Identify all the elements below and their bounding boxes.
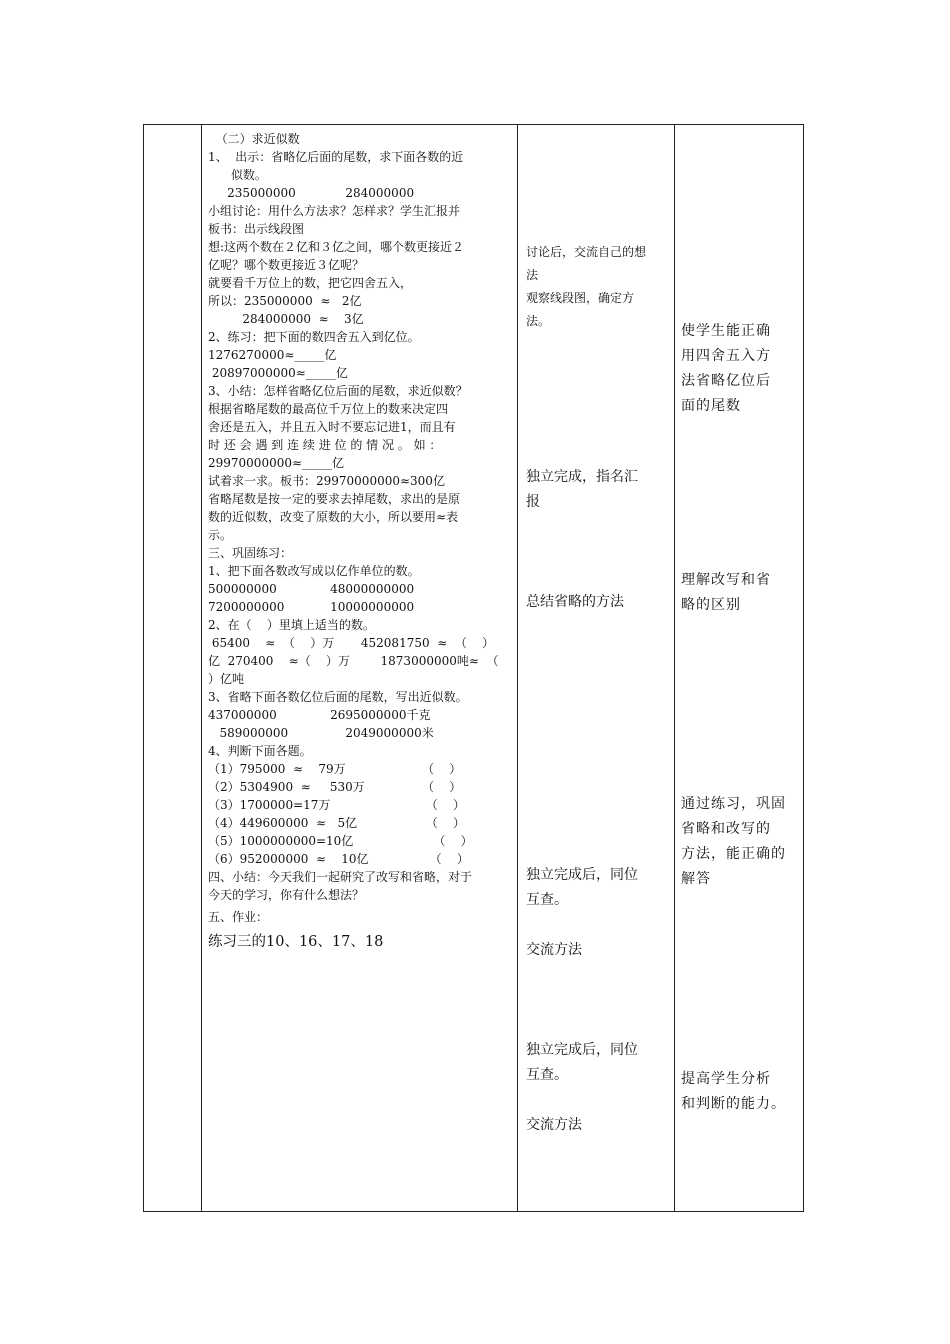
- text-line: 所以：235000000 ≈ 2亿: [208, 294, 362, 308]
- text-line: 独立完成，指名汇: [526, 469, 638, 485]
- text-line: 65400 ≈ （ ）万 452081750 ≈ （ ）: [208, 636, 495, 650]
- text-line: 1、 出示：省略亿后面的尾数，求下面各数的近: [208, 150, 464, 164]
- text-line: 500000000 48000000000: [208, 582, 415, 596]
- text-line: 20897000000≈_____亿: [208, 366, 348, 380]
- text-line: 法: [526, 268, 539, 282]
- text-line: 省略和改写的: [681, 821, 771, 837]
- intent-block-2: [681, 568, 799, 618]
- text-line: （4）449600000 ≈ 5亿 （ ）: [208, 816, 466, 830]
- text-line: （5）1000000000=10亿 （ ）: [208, 834, 473, 848]
- text-line: 三、巩固练习：: [208, 546, 293, 560]
- text-line: 独立完成后，同位: [526, 867, 638, 883]
- text-line: 互查。: [526, 1067, 568, 1083]
- text-line: 235000000 284000000: [208, 186, 415, 200]
- lesson-table: [143, 124, 804, 1212]
- text-line: 根据省略尾数的最高位千万位上的数来决定四: [208, 402, 449, 416]
- text-line: 独立完成后，同位: [526, 1042, 638, 1058]
- text-line: 省略尾数是按一定的要求去掉尾数，求出的是原: [208, 492, 461, 506]
- text-line: 五、作业：: [208, 910, 269, 924]
- text-line: ）亿吨: [208, 672, 245, 686]
- text-line: 观察线段图，确定方: [526, 291, 635, 305]
- text-line: 数的近似数，改变了原数的大小，所以要用≈表: [208, 510, 459, 524]
- text-line: （1）795000 ≈ 79万 （ ）: [208, 762, 462, 776]
- intent-block-4: [681, 1067, 799, 1117]
- student-activity-column: [526, 125, 668, 1211]
- text-line: （3）1700000=17万 （ ）: [208, 798, 466, 812]
- activity-block-3: [526, 590, 668, 615]
- text-line: 提高学生分析: [681, 1071, 771, 1087]
- text-line: （二）求近似数: [208, 132, 300, 146]
- text-line: 总结省略的方法: [526, 594, 624, 610]
- text-line: 29970000000≈_____亿: [208, 456, 345, 470]
- column-divider: [674, 125, 675, 1211]
- text-line: 使学生能正确: [681, 323, 771, 339]
- text-line: 略的区别: [681, 597, 741, 613]
- text-line: 解答: [681, 871, 711, 887]
- text-line: 互查。: [526, 892, 568, 908]
- text-line: 板书：出示线段图: [208, 222, 305, 236]
- text-line: 4、判断下面各题。: [208, 744, 312, 758]
- activity-block-1: [526, 241, 668, 333]
- text-line: 今天的学习，你有什么想法？: [208, 888, 365, 902]
- text-line: 交流方法: [526, 942, 582, 958]
- teaching-process-column: [208, 125, 514, 1211]
- design-intent-column: [681, 125, 799, 1211]
- text-line: 理解改写和省: [681, 572, 771, 588]
- text-line: 想:这两个数在２亿和３亿之间，哪个数更接近２: [208, 240, 465, 254]
- text-line: 时 还 会 遇 到 连 续 进 位 的 情 况 。 如 ：: [208, 438, 442, 452]
- text-line: 报: [526, 494, 540, 510]
- text-line: 交流方法: [526, 1117, 582, 1133]
- text-line: 法。: [526, 314, 551, 328]
- text-line: （2）5304900 ≈ 530万 （ ）: [208, 780, 462, 794]
- text-line: 3、省略下面各数亿位后面的尾数，写出近似数。: [208, 690, 468, 704]
- text-line: 2、练习：把下面的数四舍五入到亿位。: [208, 330, 420, 344]
- text-line: 试着求一求。板书：29970000000≈300亿: [208, 474, 445, 488]
- text-line: 2、在（ ）里填上适当的数。: [208, 618, 375, 632]
- text-line: 似数。: [208, 168, 267, 182]
- text-line: 用四舍五入方: [681, 348, 771, 364]
- activity-block-5: [526, 1038, 668, 1138]
- text-line: [526, 1088, 668, 1113]
- text-line: （6）952000000 ≈ 10亿 （ ）: [208, 852, 469, 866]
- text-line: 小组讨论：用什么方法求？怎样求？学生汇报并: [208, 204, 461, 218]
- text-line: 面的尾数: [681, 398, 741, 414]
- text-line: 四、小结：今天我们一起研究了改写和省略，对于: [208, 870, 473, 884]
- text-line: 练习三的10、16、17、18: [208, 934, 384, 950]
- text-line: [526, 913, 668, 938]
- text-line: 7200000000 10000000000: [208, 600, 415, 614]
- text-line: 示。: [208, 528, 233, 542]
- column-divider: [201, 125, 202, 1211]
- activity-block-4: [526, 863, 668, 963]
- text-line: 讨论后，交流自己的想: [526, 245, 647, 259]
- text-line: 就要看千万位上的数，把它四舍五入，: [208, 276, 413, 290]
- text-line: 1276270000≈_____亿: [208, 348, 337, 362]
- intent-block-1: [681, 319, 799, 419]
- text-line: 3、小结：怎样省略亿位后面的尾数，求近似数？: [208, 384, 468, 398]
- text-line: 通过练习，巩固: [681, 796, 786, 812]
- text-line: 和判断的能力。: [681, 1096, 786, 1112]
- intent-block-3: [681, 792, 799, 892]
- column-divider: [517, 125, 518, 1211]
- text-line: 方法，能正确的: [681, 846, 786, 862]
- text-line: 舍还是五入，并且五入时不要忘记进1，而且有: [208, 420, 456, 434]
- activity-block-2: [526, 465, 668, 515]
- text-line: 亿 270400 ≈（ ）万 1873000000吨≈ （: [208, 654, 499, 668]
- text-line: 284000000 ≈ 3亿: [208, 312, 364, 326]
- text-line: 1、把下面各数改写成以亿作单位的数。: [208, 564, 420, 578]
- text-line: 亿呢？哪个数更接近３亿呢？: [208, 258, 365, 272]
- text-line: 437000000 2695000000千克: [208, 708, 431, 722]
- text-line: 法省略亿位后: [681, 373, 771, 389]
- text-line: 589000000 2049000000米: [208, 726, 434, 740]
